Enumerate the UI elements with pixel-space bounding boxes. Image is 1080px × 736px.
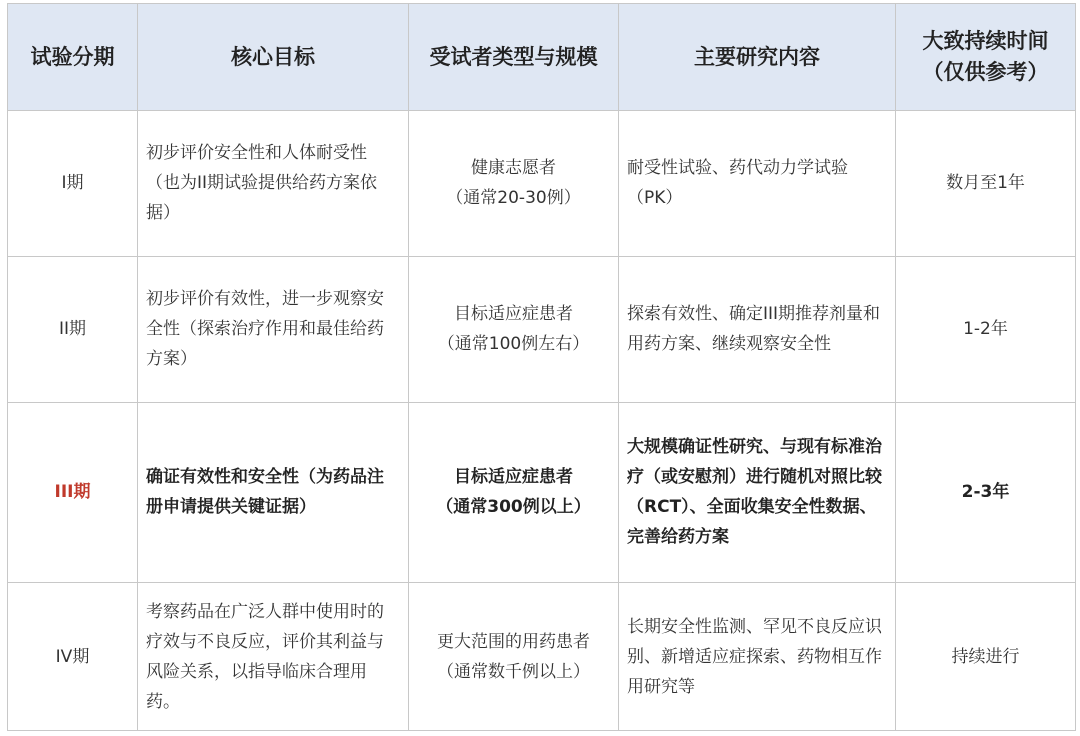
phase-cell: III期	[8, 402, 138, 582]
table-row-phase-1	[8, 111, 1076, 257]
header-goal: 核心目标	[138, 4, 409, 111]
table-row-phase-4	[8, 583, 1076, 731]
subjects-cell: 目标适应症患者 （通常300例以上）	[409, 402, 619, 582]
header-row	[8, 4, 1076, 111]
table-row-phase-3	[8, 402, 1076, 582]
goal-cell: 确证有效性和安全性（为药品注册申请提供关键证据）	[138, 402, 409, 582]
content-cell: 探索有效性、确定III期推荐剂量和用药方案、继续观察安全性	[619, 256, 896, 402]
subjects-cell: 更大范围的用药患者 （通常数千例以上）	[409, 583, 619, 731]
duration-cell: 持续进行	[896, 583, 1076, 731]
goal-cell: 考察药品在广泛人群中使用时的疗效与不良反应，评价其利益与风险关系，以指导临床合理用药。	[138, 583, 409, 731]
phase-cell: II期	[8, 256, 138, 402]
header-subjects: 受试者类型与规模	[409, 4, 619, 111]
content-cell: 长期安全性监测、罕见不良反应识别、新增适应症探索、药物相互作用研究等	[619, 583, 896, 731]
header-phase: 试验分期	[8, 4, 138, 111]
header-duration: 大致持续时间 （仅供参考）	[896, 4, 1076, 111]
duration-cell: 2-3年	[896, 402, 1076, 582]
goal-cell: 初步评价安全性和人体耐受性（也为II期试验提供给药方案依据）	[138, 111, 409, 257]
clinical-trial-phases-table	[7, 3, 1076, 731]
phase-cell: I期	[8, 111, 138, 257]
subjects-cell: 目标适应症患者 （通常100例左右）	[409, 256, 619, 402]
content-cell: 大规模确证性研究、与现有标准治疗（或安慰剂）进行随机对照比较（RCT）、全面收集安全性数据、完善给药方案	[619, 402, 896, 582]
phase-cell: IV期	[8, 583, 138, 731]
subjects-cell: 健康志愿者 （通常20-30例）	[409, 111, 619, 257]
header-content: 主要研究内容	[619, 4, 896, 111]
content-cell: 耐受性试验、药代动力学试验（PK）	[619, 111, 896, 257]
clinical-trial-phases-table-wrapper	[7, 3, 1075, 731]
duration-cell: 数月至1年	[896, 111, 1076, 257]
table-row-phase-2	[8, 256, 1076, 402]
goal-cell: 初步评价有效性，进一步观察安全性（探索治疗作用和最佳给药方案）	[138, 256, 409, 402]
duration-cell: 1-2年	[896, 256, 1076, 402]
